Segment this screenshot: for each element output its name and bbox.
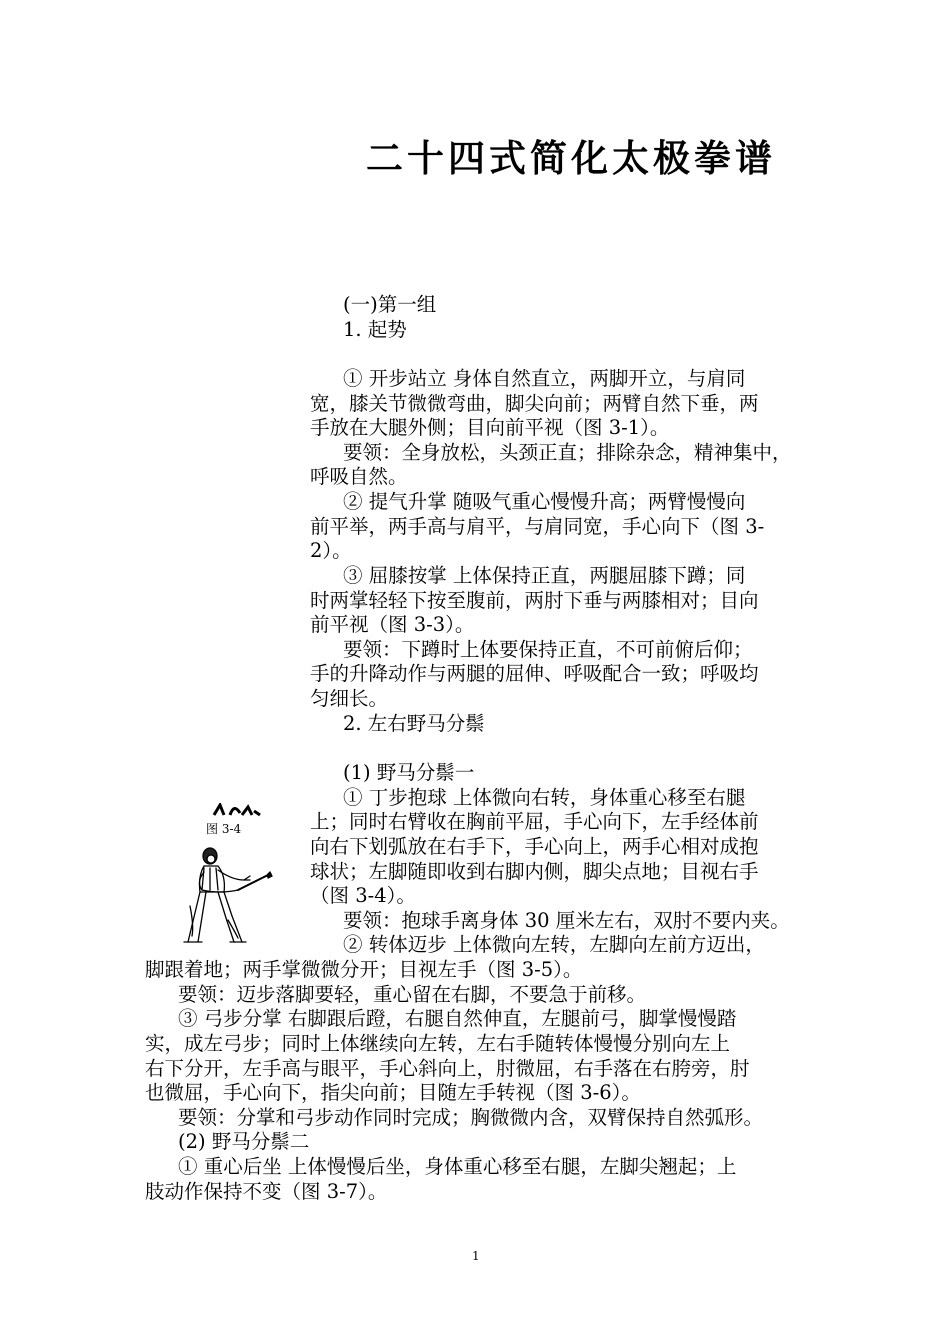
text-line: 2）。	[310, 539, 352, 562]
text-line: 2. 左右野马分鬃	[343, 712, 485, 735]
text-line: 呼吸自然。	[310, 465, 408, 488]
text-line: ① 开步站立 身体自然直立，两脚开立，与肩同	[343, 367, 746, 390]
page-number: 1	[472, 1249, 480, 1263]
text-line: 前平举，两手高与肩平，与肩同宽，手心向下（图 3-	[310, 515, 765, 538]
text-line: 要领：下蹲时上体要保持正直，不可前俯后仰；	[343, 638, 753, 661]
text-line: 手的升降动作与两腿的屈伸、呼吸配合一致；呼吸均	[310, 662, 759, 685]
text-line: (2) 野马分鬃二	[178, 1130, 310, 1153]
text-line: ① 丁步抱球 上体微向右转，身体重心移至右腿	[343, 786, 746, 809]
text-line: 右下分开，左手高与眼平，手心斜向上，肘微屈，右手落在右胯旁，肘	[145, 1057, 750, 1080]
text-line: 实，成左弓步；同时上体继续向左转，左右手随转体慢慢分别向左上	[145, 1032, 731, 1055]
text-line: 要领：分掌和弓步动作同时完成；胸微微内含，双臂保持自然弧形。	[178, 1106, 764, 1129]
text-line: ② 提气升掌 随吸气重心慢慢升高；两臂慢慢向	[343, 490, 746, 513]
text-line: (一)第一组	[343, 293, 437, 316]
text-line: ③ 弓步分掌 右脚跟后蹬，右腿自然伸直，左腿前弓，脚掌慢慢踏	[178, 1007, 737, 1030]
document-title: 二十四式简化太极拳谱	[366, 136, 776, 180]
text-line: 匀细长。	[310, 687, 389, 710]
text-line: 手放在大腿外侧；目向前平视（图 3-1）。	[310, 416, 670, 439]
text-line: (1) 野马分鬃一	[343, 761, 475, 784]
text-line: ③ 屈膝按掌 上体保持正直，两腿屈膝下蹲；同	[343, 564, 746, 587]
text-line: ① 重心后坐 上体慢慢后坐，身体重心移至右腿，左脚尖翘起；上	[178, 1155, 737, 1178]
text-line: 上；同时右臂收在胸前平屈，手心向下，左手经体前	[310, 810, 759, 833]
text-line: 向右下划弧放在右手下，手心向上，两手心相对成抱	[310, 835, 759, 858]
figure-fragment	[212, 803, 262, 817]
text-line: （图 3-4）。	[310, 884, 416, 907]
text-line: 脚跟着地；两手掌微微分开；目视左手（图 3-5）。	[145, 958, 583, 981]
text-line: 球状；左脚随即收到右脚内侧，脚尖点地；目视右手	[310, 860, 759, 883]
text-line: 1. 起势	[343, 318, 407, 341]
figure-caption: 图 3-4	[206, 822, 242, 836]
text-line: 要领：全身放松，头颈正直；排除杂念，精神集中，	[343, 441, 792, 464]
text-line: 也微屈，手心向下，指尖向前；目随左手转视（图 3-6）。	[145, 1081, 641, 1104]
taiji-figure-illustration	[180, 846, 280, 946]
text-line: 肢动作保持不变（图 3-7）。	[145, 1180, 388, 1203]
text-line: 要领：迈步落脚要轻，重心留在右脚，不要急于前移。	[178, 983, 647, 1006]
text-line: ② 转体迈步 上体微向左转，左脚向左前方迈出，	[343, 933, 765, 956]
text-line: 前平视（图 3-3）。	[310, 613, 475, 636]
text-line: 要领：抱球手离身体 30 厘米左右，双肘不要内夹。	[343, 909, 790, 932]
text-line: 时两掌轻轻下按至腹前，两肘下垂与两膝相对；目向	[310, 589, 759, 612]
text-line: 宽，膝关节微微弯曲，脚尖向前；两臂自然下垂，两	[310, 392, 759, 415]
